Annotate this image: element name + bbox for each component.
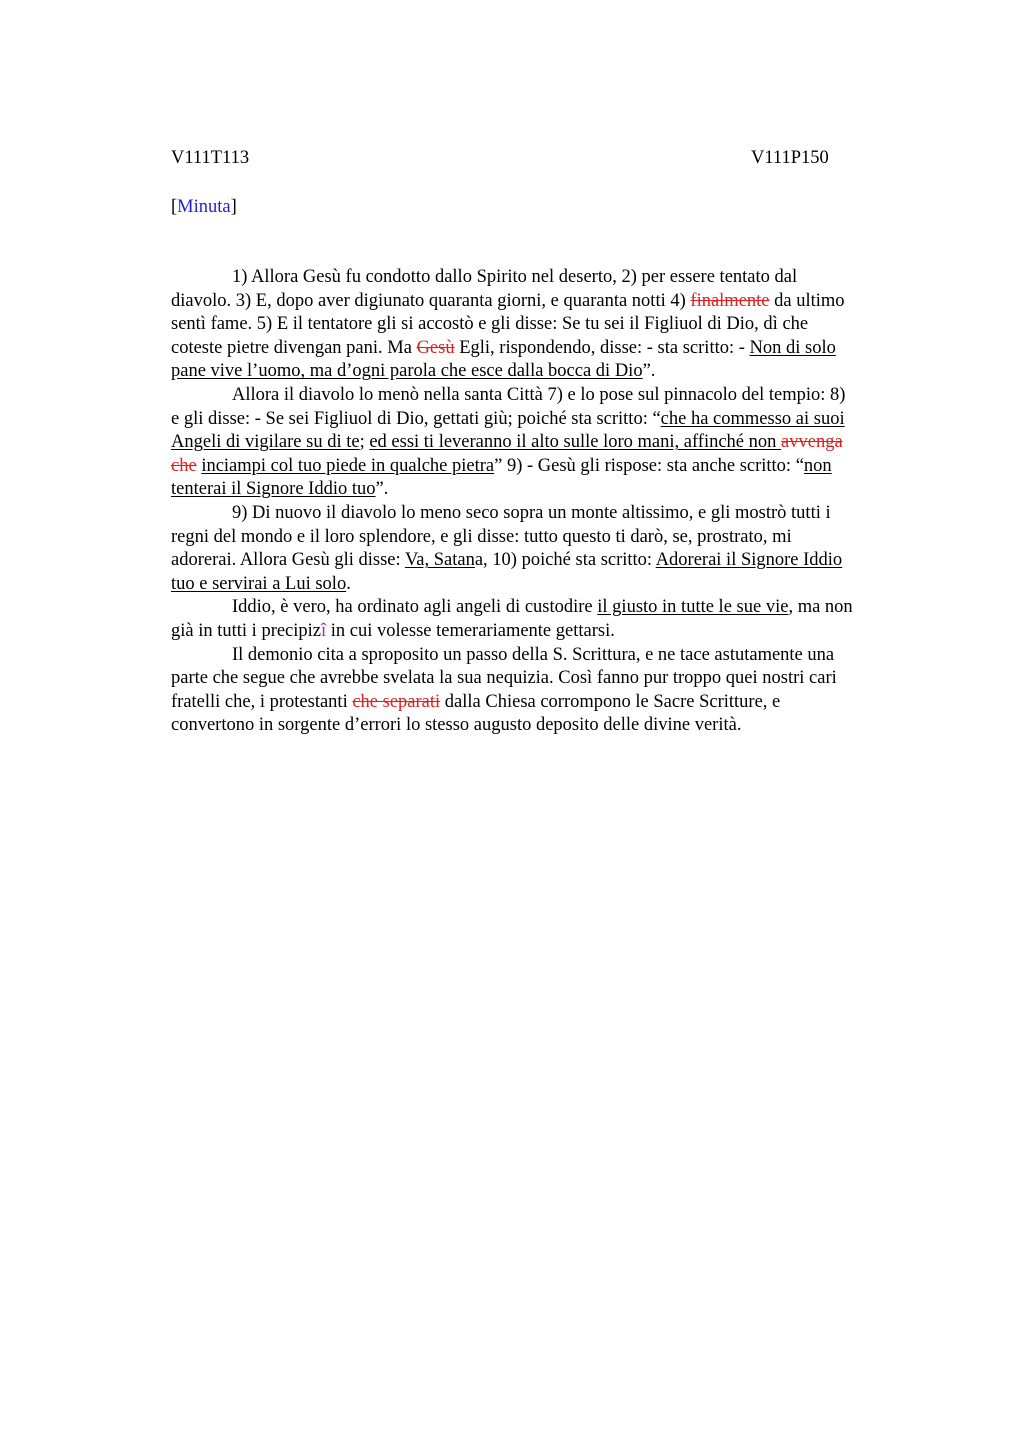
- text-line: [171, 691, 931, 715]
- quoted-scripture: non: [803, 455, 832, 476]
- text-line: [171, 360, 931, 384]
- text-run: in cui volesse temerariamente gettarsi.: [326, 620, 615, 641]
- document-code-left: V111T113: [171, 148, 250, 168]
- draft-note: [171, 195, 237, 219]
- marked-character: î: [321, 620, 327, 641]
- quoted-scripture: ed essi ti leveranno il alto sulle loro mani, affinché non: [369, 432, 782, 453]
- quoted-scripture: pane vive l’uomo, ma d’ogni parola che esce dalla bocca di Dio: [171, 361, 643, 382]
- deleted-text: finalmente: [690, 290, 770, 311]
- text-line: [171, 549, 931, 573]
- text-run: ” 9) - Gesù gli rispose: sta anche scritto: “: [494, 455, 804, 476]
- text-line: [171, 431, 931, 455]
- text-line: [171, 620, 931, 644]
- text-run: fratelli che, i protestanti: [171, 691, 353, 712]
- quoted-scripture: inciampi col tuo piede in qualche pietra: [201, 455, 495, 476]
- document-body: [171, 266, 931, 738]
- text-line: sentì fame. 5) E il tentatore gli si accostò e gli disse: Se tu sei il Figliuol di Dio, dì che: [171, 314, 809, 335]
- quoted-scripture: Adorerai il Signore Iddio: [655, 550, 843, 571]
- text-run: e gli disse: - Se sei Figliuol di Dio, gettati giù; poiché sta scritto: “: [171, 408, 661, 429]
- text-run: .: [346, 573, 351, 594]
- text-line: regni del mondo e il loro splendore, e gli disse: tutto questo ti darò, se, prostrato, mi: [171, 526, 792, 547]
- text-run: coteste pietre divengan pani. Ma: [171, 337, 417, 358]
- quoted-scripture: tenterai il Signore Iddio tuo: [171, 479, 376, 500]
- quoted-scripture: tuo e servirai a Lui solo: [171, 573, 347, 594]
- text-run: ;: [359, 432, 370, 453]
- text-run: a, 10) poiché sta scritto:: [474, 550, 656, 571]
- text-run: da ultimo: [769, 290, 845, 311]
- text-run: diavolo. 3) E, dopo aver digiunato quaranta giorni, e quaranta notti 4): [171, 290, 691, 311]
- text-line: Allora il diavolo lo menò nella santa Città 7) e lo pose sul pinnacolo del tempio: 8): [232, 384, 846, 405]
- note-bracket-open: [: [171, 197, 178, 217]
- text-run: adorerai. Allora Gesù gli disse:: [171, 550, 405, 571]
- text-line: convertono in sorgente d’errori lo stesso augusto deposito delle divine verità.: [171, 715, 742, 736]
- quoted-scripture: Non di solo: [749, 337, 836, 358]
- text-run: dalla Chiesa corrompono le Sacre Scritture, e: [440, 691, 781, 712]
- deleted-text: avvenga: [781, 432, 843, 453]
- text-line: [171, 478, 931, 502]
- text-line: Il demonio cita a sproposito un passo della S. Scrittura, e ne tace astutamente una: [232, 644, 835, 665]
- note-label: Minuta: [177, 197, 231, 217]
- text-line: 9) Di nuovo il diavolo lo meno seco sopra un monte altissimo, e gli mostrò tutti i: [232, 502, 831, 523]
- deleted-text: Gesù: [416, 337, 455, 358]
- quoted-scripture: Va, Satan: [404, 550, 475, 571]
- text-run: , ma non: [788, 597, 853, 618]
- text-run: ”.: [375, 479, 389, 500]
- text-run: Egli, rispondendo, disse: - sta scritto: -: [454, 337, 750, 358]
- text-line: [171, 455, 931, 479]
- text-line: [171, 408, 931, 432]
- text-run: ”.: [642, 361, 656, 382]
- text-line: parte che segue che avrebbe svelata la sua nequizia. Così fanno pur troppo quei nostri cari: [171, 668, 837, 689]
- text-line: [171, 596, 931, 620]
- quoted-scripture: Angeli di vigilare su di te: [171, 432, 360, 453]
- deleted-text: che separati: [352, 691, 441, 712]
- quoted-scripture: che ha commesso ai suoi: [660, 408, 845, 429]
- document-code-right: V111P150: [751, 148, 829, 168]
- text-line: 1) Allora Gesù fu condotto dallo Spirito nel deserto, 2) per essere tentato dal: [232, 267, 798, 287]
- text-line: [171, 573, 931, 597]
- quoted-scripture: il giusto in tutte le sue vie: [597, 597, 789, 618]
- note-bracket-close: ]: [230, 197, 237, 217]
- text-run: Iddio, è vero, ha ordinato agli angeli di custodire: [232, 597, 598, 618]
- text-run: già in tutti i precipiz: [171, 620, 322, 641]
- text-line: [171, 290, 931, 314]
- deleted-text: che: [171, 455, 197, 476]
- text-line: [171, 337, 931, 361]
